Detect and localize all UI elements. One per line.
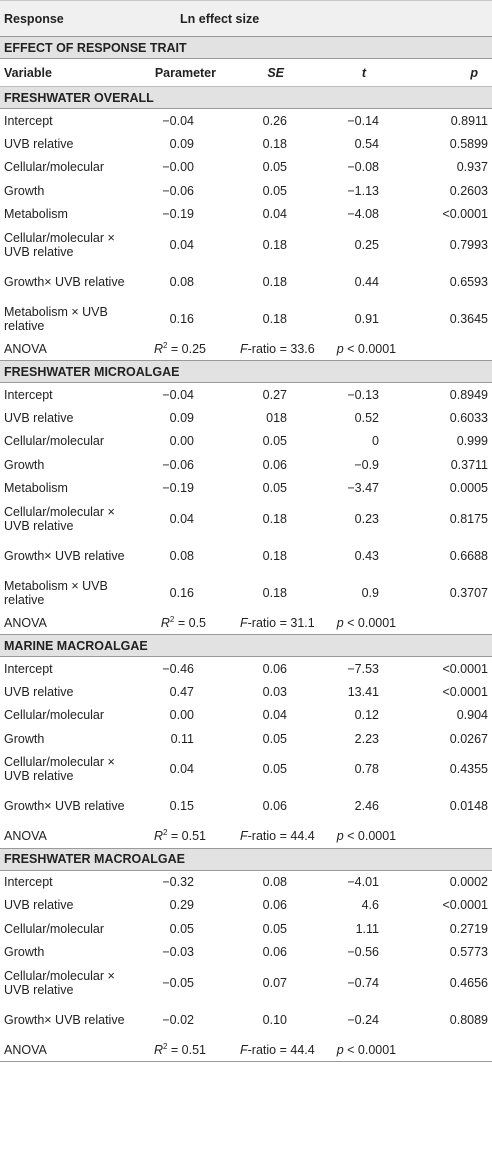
t-cell: 0.78 (354, 762, 379, 776)
variable-cell: Metabolism (4, 207, 68, 222)
col-variable: Variable (0, 59, 140, 87)
variable-cell: Growth× UVB relative (4, 1012, 125, 1027)
se-cell: 0.05 (262, 160, 287, 175)
variable-cell: Intercept (4, 113, 53, 128)
se-cell: 018 (266, 410, 287, 425)
variable-cell: Cellular/molecular × UVB relative (4, 504, 115, 533)
parameter-cell: 0.09 (169, 410, 194, 425)
p-cell: 0.8949 (449, 387, 488, 402)
parameter-cell: 0.04 (169, 762, 194, 776)
table-row (0, 751, 492, 788)
p-cell: 0.8175 (449, 511, 488, 526)
table-row (0, 477, 492, 501)
se-cell: 0.18 (262, 274, 287, 289)
col-se: SE (224, 59, 312, 87)
anova-r2 (140, 1038, 224, 1062)
table-row (0, 894, 492, 918)
table-row (0, 788, 492, 825)
f-symbol: F (240, 615, 248, 630)
t-cell: 1.11 (355, 921, 379, 936)
r2-symbol: R (160, 615, 170, 630)
table-row (0, 964, 492, 1001)
se-cell: 0.03 (262, 684, 287, 699)
f-value: -ratio = 44.4 (247, 1042, 315, 1057)
t-cell: −4.01 (347, 875, 379, 889)
parameter-cell: 0.16 (169, 311, 194, 326)
anova-f-and-p (224, 611, 404, 635)
variable-cell: Cellular/molecular × UVB relative (4, 968, 115, 997)
r2-superscript: 2 (169, 614, 175, 624)
variable-cell: Metabolism (4, 481, 68, 496)
table-row (0, 109, 492, 133)
parameter-cell: −0.04 (162, 113, 194, 128)
f-value: -ratio = 44.4 (247, 829, 315, 843)
table-row (0, 203, 492, 227)
p-cell: 0.2603 (449, 183, 488, 198)
table-row (0, 500, 492, 537)
se-cell: 0.04 (262, 708, 287, 723)
p-cell: 0.8089 (449, 1012, 488, 1027)
t-cell: 13.41 (347, 684, 379, 699)
variable-cell: Cellular/molecular (4, 434, 105, 449)
p-symbol: p (336, 341, 344, 356)
p-cell: 0.6688 (449, 548, 488, 563)
se-cell: 0.27 (262, 387, 287, 402)
parameter-cell: 0.29 (169, 898, 194, 913)
parameter-cell: −0.19 (162, 481, 194, 496)
p-cell: 0.3711 (450, 457, 488, 472)
t-cell: −0.14 (347, 113, 379, 128)
section-header-row (0, 361, 492, 383)
variable-cell: Growth× UVB relative (4, 799, 125, 813)
t-cell: 2.46 (354, 799, 379, 813)
t-cell: −3.47 (347, 481, 379, 496)
parameter-cell: −0.03 (162, 945, 194, 960)
se-cell: 0.05 (262, 434, 287, 449)
top-header-row (0, 1, 492, 37)
anova-r2 (140, 825, 224, 849)
t-cell: 0.23 (354, 511, 379, 526)
p-cell: 0.4656 (449, 975, 488, 990)
p-cell: 0.5899 (449, 136, 488, 151)
r2-superscript: 2 (162, 827, 168, 837)
p-cell: 0.8911 (450, 113, 488, 128)
parameter-cell: 0.16 (169, 585, 194, 600)
p-value: < 0.0001 (343, 615, 397, 630)
variable-cell: Metabolism × UVB relative (4, 304, 108, 333)
t-cell: 0 (372, 434, 379, 449)
results-table-body (0, 1, 492, 1062)
t-cell: −0.56 (347, 945, 379, 960)
se-cell: 0.18 (262, 585, 287, 600)
variable-cell: UVB relative (4, 898, 74, 913)
variable-cell: Growth (4, 945, 45, 960)
r2-symbol: R (153, 829, 163, 843)
variable-cell: Metabolism × UVB relative (4, 578, 108, 607)
se-cell: 0.07 (262, 975, 287, 990)
se-cell: 0.05 (262, 731, 287, 746)
table-row (0, 132, 492, 156)
parameter-cell: 0.09 (169, 136, 194, 151)
p-cell: 0.3645 (449, 311, 488, 326)
anova-r2 (140, 611, 224, 635)
t-cell: 0.9 (361, 585, 379, 600)
p-value: < 0.0001 (343, 829, 397, 843)
section-title: FRESHWATER MACROALGAE (0, 848, 492, 870)
se-cell: 0.18 (262, 237, 287, 252)
se-cell: 0.04 (262, 207, 287, 222)
table-row (0, 704, 492, 728)
r2-superscript: 2 (162, 1041, 168, 1051)
p-cell: <0.0001 (442, 898, 488, 913)
r2-value: = 0.25 (167, 341, 206, 356)
parameter-cell: 0.05 (169, 921, 194, 936)
section-title: MARINE MACROALGAE (0, 635, 492, 657)
p-symbol: p (336, 829, 344, 843)
variable-cell: Cellular/molecular (4, 921, 105, 936)
table-row (0, 870, 492, 894)
se-cell: 0.05 (262, 921, 287, 936)
variable-cell: Growth× UVB relative (4, 274, 125, 289)
anova-row (0, 611, 492, 635)
se-cell: 0.18 (262, 511, 287, 526)
section-header-row (0, 848, 492, 870)
column-header-row (0, 59, 492, 87)
section-header-row (0, 635, 492, 657)
section-title: FRESHWATER OVERALL (0, 87, 492, 109)
p-cell: 0.5773 (449, 945, 488, 960)
t-cell: 0.52 (354, 410, 379, 425)
se-cell: 0.06 (262, 661, 287, 676)
p-cell: <0.0001 (442, 661, 488, 676)
variable-cell: Growth (4, 457, 45, 472)
p-cell: <0.0001 (442, 684, 488, 699)
t-cell: −0.74 (347, 975, 379, 990)
parameter-cell: −0.19 (162, 207, 194, 222)
p-cell: 0.6033 (449, 410, 488, 425)
parameter-cell: 0.15 (169, 799, 194, 813)
anova-row (0, 337, 492, 361)
anova-empty (404, 337, 492, 361)
p-cell: 0.0005 (449, 481, 488, 496)
anova-row (0, 1038, 492, 1062)
t-cell: 0.54 (354, 136, 379, 151)
table-row (0, 537, 492, 574)
f-symbol: F (240, 1042, 248, 1057)
table-row (0, 941, 492, 965)
variable-cell: Growth (4, 731, 45, 746)
response-header: Response (0, 1, 140, 37)
se-cell: 0.06 (262, 457, 287, 472)
t-cell: −0.08 (347, 160, 379, 175)
se-cell: 0.18 (262, 311, 287, 326)
table-row (0, 156, 492, 180)
se-cell: 0.06 (262, 799, 287, 813)
t-cell: 0.43 (354, 548, 379, 563)
t-cell: −0.13 (347, 387, 379, 402)
table-row (0, 917, 492, 941)
col-parameter: Parameter (140, 59, 224, 87)
p-value: < 0.0001 (343, 341, 397, 356)
f-value: -ratio = 33.6 (247, 341, 315, 356)
se-cell: 0.05 (262, 481, 287, 496)
se-cell: 0.06 (262, 898, 287, 913)
variable-cell: Cellular/molecular × UVB relative (4, 755, 115, 783)
se-cell: 0.05 (262, 183, 287, 198)
variable-cell: Intercept (4, 387, 53, 402)
t-cell: 0.91 (354, 311, 379, 326)
p-cell: 0.2719 (449, 921, 488, 936)
f-symbol: F (240, 829, 248, 843)
variable-cell: Cellular/molecular (4, 708, 105, 723)
p-cell: 0.904 (456, 708, 488, 723)
se-cell: 0.08 (262, 875, 287, 889)
table-row (0, 263, 492, 300)
p-value: < 0.0001 (343, 1042, 397, 1057)
table-row (0, 727, 492, 751)
parameter-cell: −0.05 (162, 975, 194, 990)
r2-symbol: R (153, 341, 163, 356)
section-title: FRESHWATER MICROALGAE (0, 361, 492, 383)
anova-f-and-p (224, 337, 404, 361)
parameter-cell: 0.00 (169, 434, 194, 449)
parameter-cell: −0.02 (162, 1012, 194, 1027)
variable-cell: Intercept (4, 875, 53, 889)
table-row (0, 430, 492, 454)
t-cell: −1.13 (347, 183, 379, 198)
variable-cell: Cellular/molecular (4, 160, 105, 175)
p-cell: 0.0267 (449, 731, 488, 746)
parameter-cell: −0.00 (162, 160, 194, 175)
effect-title: EFFECT OF RESPONSE TRAIT (0, 37, 492, 59)
t-cell: −0.9 (354, 457, 379, 472)
col-p: p (404, 59, 492, 87)
p-cell: 0.0002 (449, 875, 488, 889)
se-cell: 0.26 (262, 113, 287, 128)
ln-effect-size-header: Ln effect size (140, 1, 492, 37)
se-cell: 0.18 (262, 136, 287, 151)
t-cell: −4.08 (347, 207, 379, 222)
parameter-cell: 0.08 (169, 548, 194, 563)
t-cell: −0.24 (347, 1012, 379, 1027)
parameter-cell: 0.08 (169, 274, 194, 289)
anova-empty (404, 1038, 492, 1062)
p-cell: 0.7993 (449, 237, 488, 252)
se-cell: 0.06 (262, 945, 287, 960)
t-cell: 0.44 (354, 274, 379, 289)
variable-cell: UVB relative (4, 684, 74, 699)
p-cell: 0.999 (456, 434, 488, 449)
parameter-cell: 0.04 (169, 511, 194, 526)
parameter-cell: 0.47 (169, 684, 194, 699)
section-header-row (0, 87, 492, 109)
anova-empty (404, 611, 492, 635)
t-cell: 0.12 (354, 708, 379, 723)
variable-cell: UVB relative (4, 410, 74, 425)
r2-value: = 0.51 (167, 1042, 206, 1057)
p-cell: 0.0148 (449, 799, 488, 813)
p-cell: 0.6593 (449, 274, 488, 289)
table-row (0, 574, 492, 611)
anova-r2 (140, 337, 224, 361)
parameter-cell: −0.06 (162, 183, 194, 198)
parameter-cell: −0.32 (162, 875, 194, 889)
table-row (0, 226, 492, 263)
effect-title-row (0, 37, 492, 59)
table-row (0, 179, 492, 203)
p-symbol: p (336, 615, 344, 630)
parameter-cell: 0.00 (169, 708, 194, 723)
t-cell: −7.53 (347, 661, 379, 676)
anova-f-and-p (224, 825, 404, 849)
t-cell: 4.6 (361, 898, 379, 913)
se-cell: 0.10 (262, 1012, 287, 1027)
parameter-cell: 0.04 (169, 237, 194, 252)
p-cell: <0.0001 (442, 207, 488, 222)
r2-value: = 0.51 (167, 829, 206, 843)
table-row (0, 453, 492, 477)
variable-cell: UVB relative (4, 136, 74, 151)
anova-row (0, 825, 492, 849)
t-cell: 0.25 (354, 237, 379, 252)
parameter-cell: −0.46 (162, 661, 194, 676)
anova-label: ANOVA (4, 341, 47, 356)
r2-symbol: R (153, 1042, 163, 1057)
table-row (0, 1001, 492, 1038)
variable-cell: Intercept (4, 661, 53, 676)
anova-empty (404, 825, 492, 849)
p-symbol: p (336, 1042, 344, 1057)
variable-cell: Growth× UVB relative (4, 548, 125, 563)
col-t: t (312, 59, 404, 87)
anova-label: ANOVA (0, 1038, 140, 1062)
t-cell: 2.23 (354, 731, 379, 746)
table-row (0, 383, 492, 407)
f-symbol: F (240, 341, 248, 356)
r2-superscript: 2 (162, 340, 168, 350)
variable-cell: Growth (4, 183, 45, 198)
f-value: -ratio = 31.1 (247, 615, 315, 630)
parameter-cell: −0.04 (162, 387, 194, 402)
table-row (0, 657, 492, 681)
r2-value: = 0.5 (174, 615, 206, 630)
p-cell: 0.3707 (449, 585, 488, 600)
table-row (0, 680, 492, 704)
variable-cell: Cellular/molecular × UVB relative (4, 230, 115, 259)
anova-f-and-p (224, 1038, 404, 1062)
parameter-cell: 0.11 (170, 731, 194, 746)
anova-label: ANOVA (4, 615, 47, 630)
p-cell: 0.4355 (449, 762, 488, 776)
anova-label: ANOVA (4, 829, 47, 843)
se-cell: 0.18 (262, 548, 287, 563)
se-cell: 0.05 (262, 762, 287, 776)
parameter-cell: −0.06 (162, 457, 194, 472)
table-row (0, 406, 492, 430)
table-row (0, 300, 492, 337)
p-cell: 0.937 (456, 160, 488, 175)
